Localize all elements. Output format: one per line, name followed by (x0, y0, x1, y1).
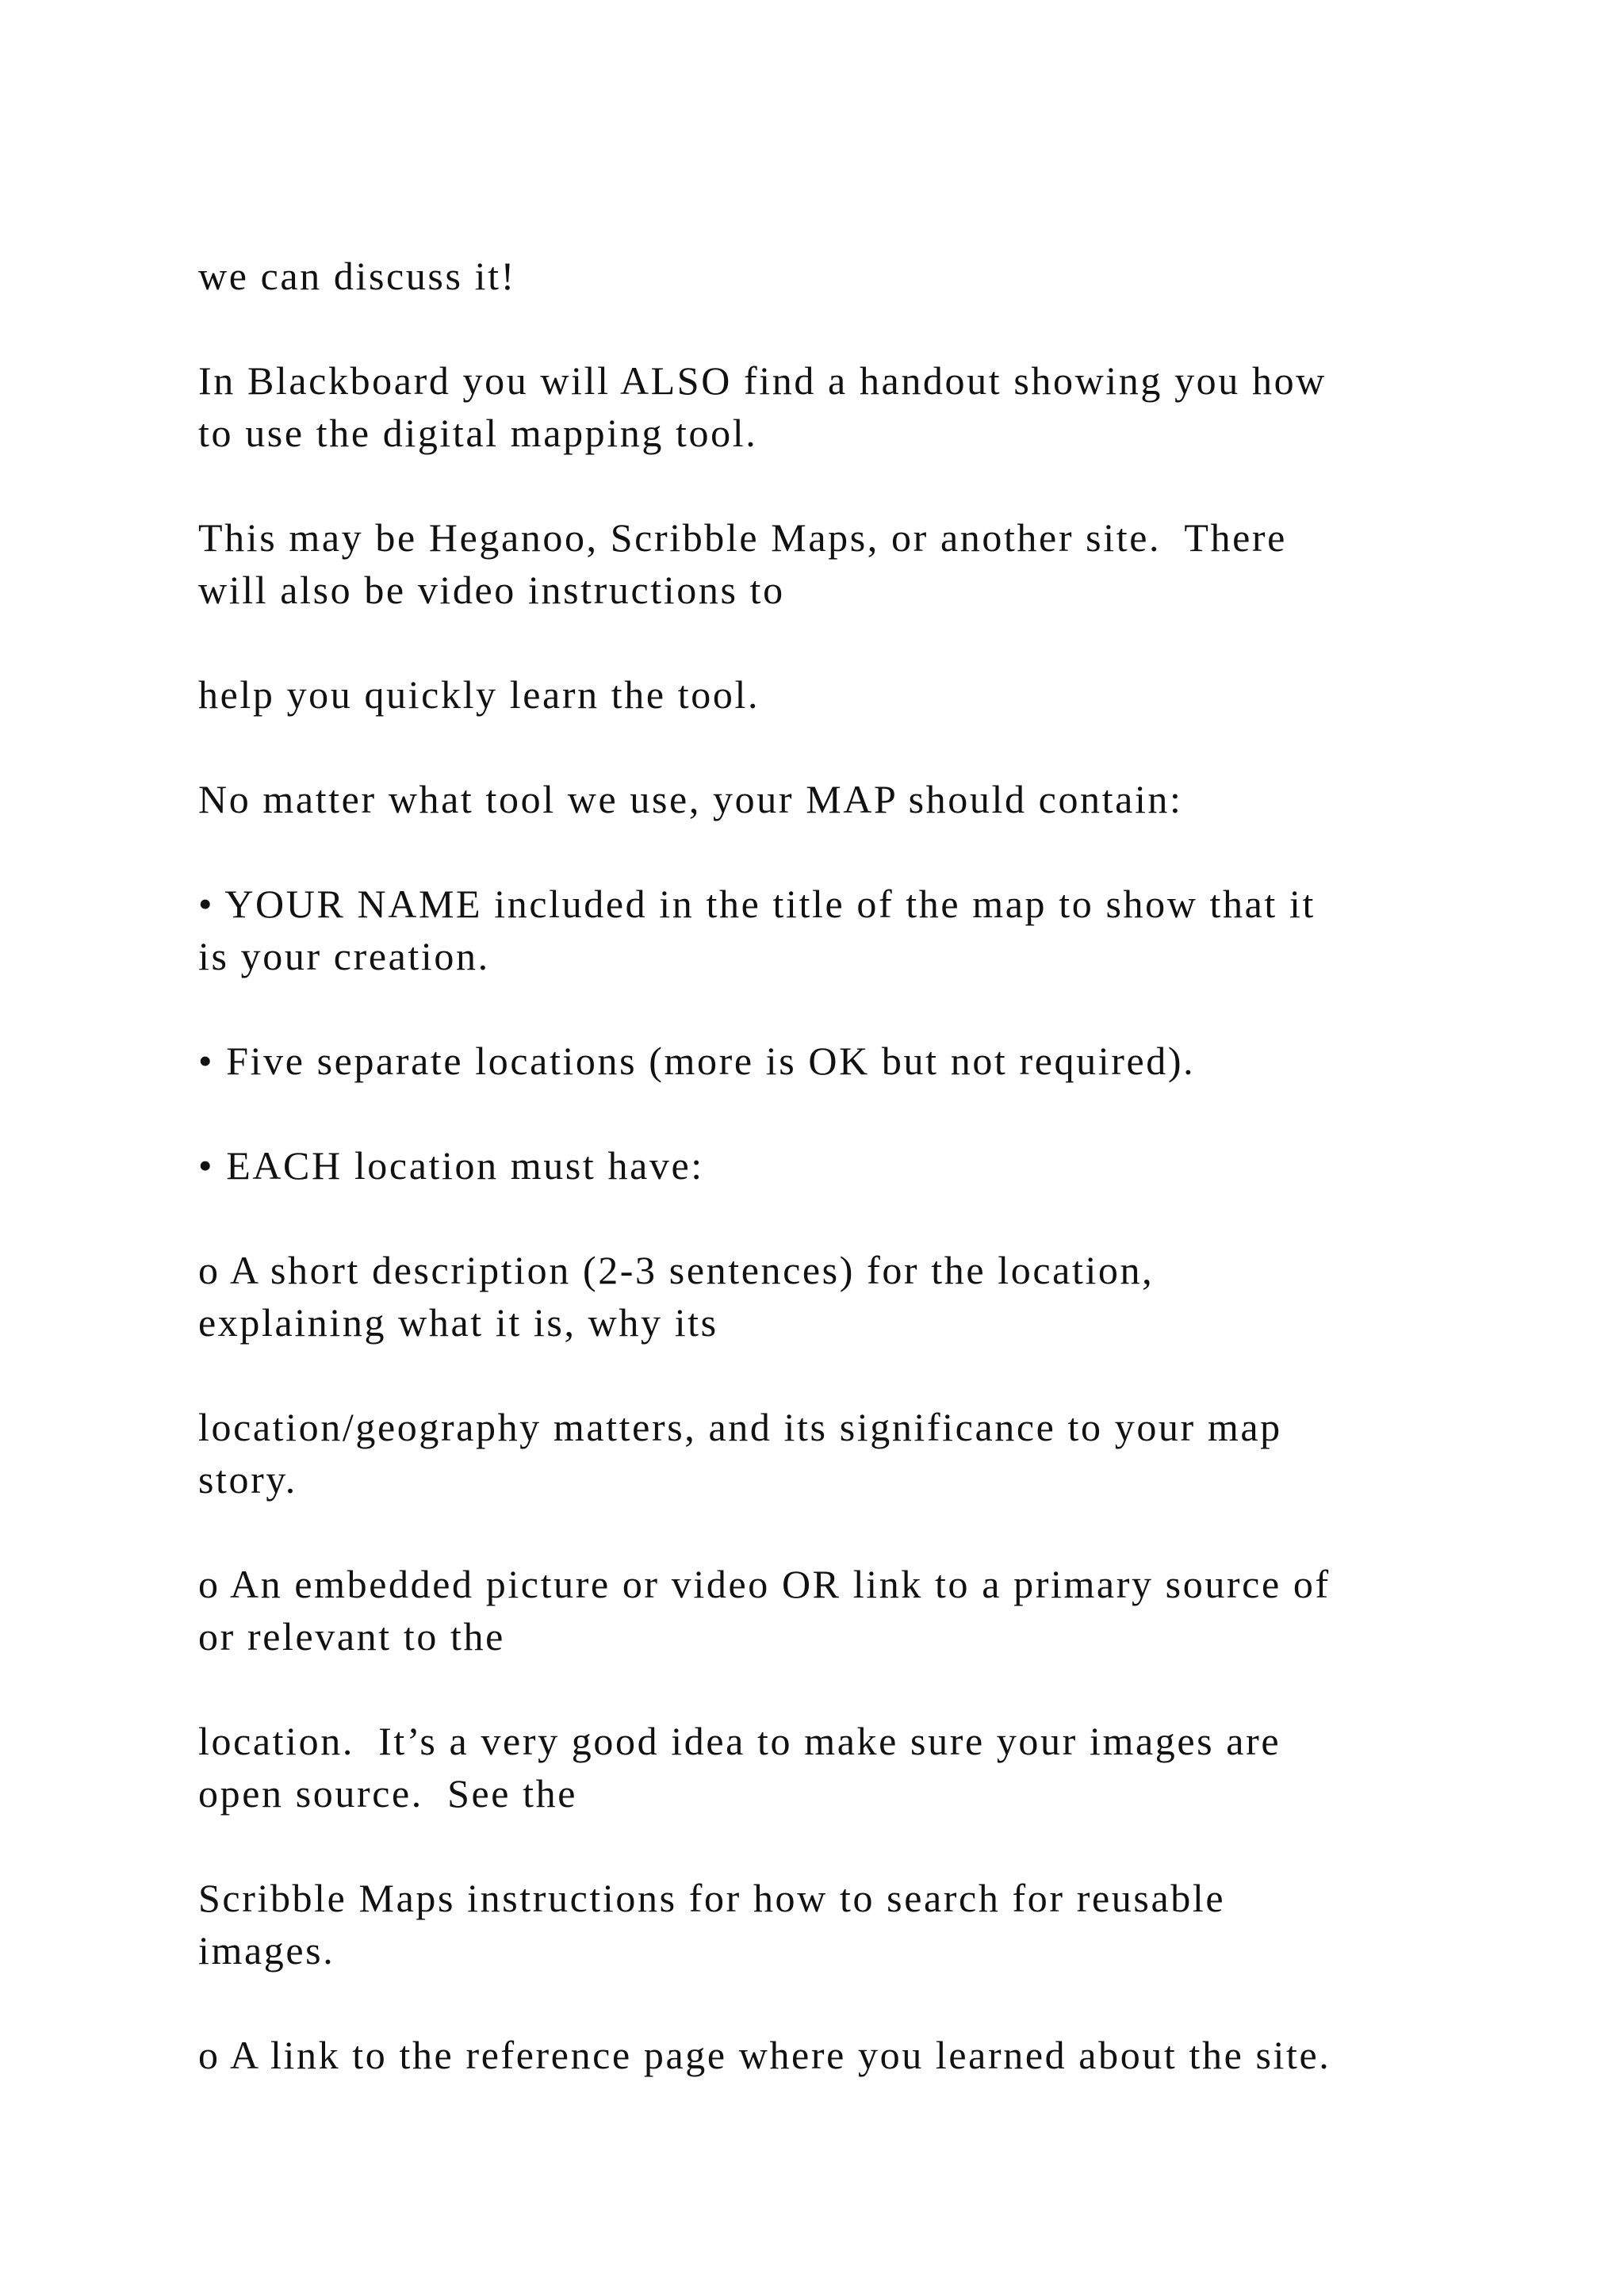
text-line: No matter what tool we use, your MAP should contain: (198, 777, 1183, 821)
bullet-line: • EACH location must have: (198, 1143, 704, 1188)
text-line: is your creation. (198, 934, 490, 978)
text-line: will also be video instructions to (198, 568, 785, 612)
sub-bullet-line: o A short description (2-3 sentences) for the location, (198, 1248, 1155, 1292)
bullet-line: • Five separate locations (more is OK but not required). (198, 1039, 1196, 1083)
text-line: help you quickly learn the tool. (198, 672, 760, 717)
text-line: story. (198, 1457, 297, 1502)
text-line: This may be Heganoo, Scribble Maps, or another site. There (198, 515, 1287, 560)
sub-bullet-line: o A link to the reference page where you learned about the site. (198, 2033, 1331, 2077)
text-line: location/geography matters, and its significance to your map (198, 1405, 1282, 1449)
text-line: to use the digital mapping tool. (198, 411, 758, 455)
text-line: In Blackboard you will ALSO find a handout showing you how (198, 358, 1327, 403)
sub-bullet-line: o An embedded picture or video OR link to a primary source of (198, 1562, 1331, 1606)
text-line: images. (198, 1928, 335, 1973)
bullet-line: • YOUR NAME included in the title of the map to show that it (198, 882, 1316, 926)
text-line: explaining what it is, why its (198, 1300, 718, 1345)
text-line: location. It’s a very good idea to make sure your images are (198, 1719, 1281, 1763)
text-line: or relevant to the (198, 1614, 505, 1659)
text-line: we can discuss it! (198, 254, 516, 298)
text-line: open source. See the (198, 1771, 578, 1816)
text-line: Scribble Maps instructions for how to search for reusable (198, 1876, 1226, 1920)
